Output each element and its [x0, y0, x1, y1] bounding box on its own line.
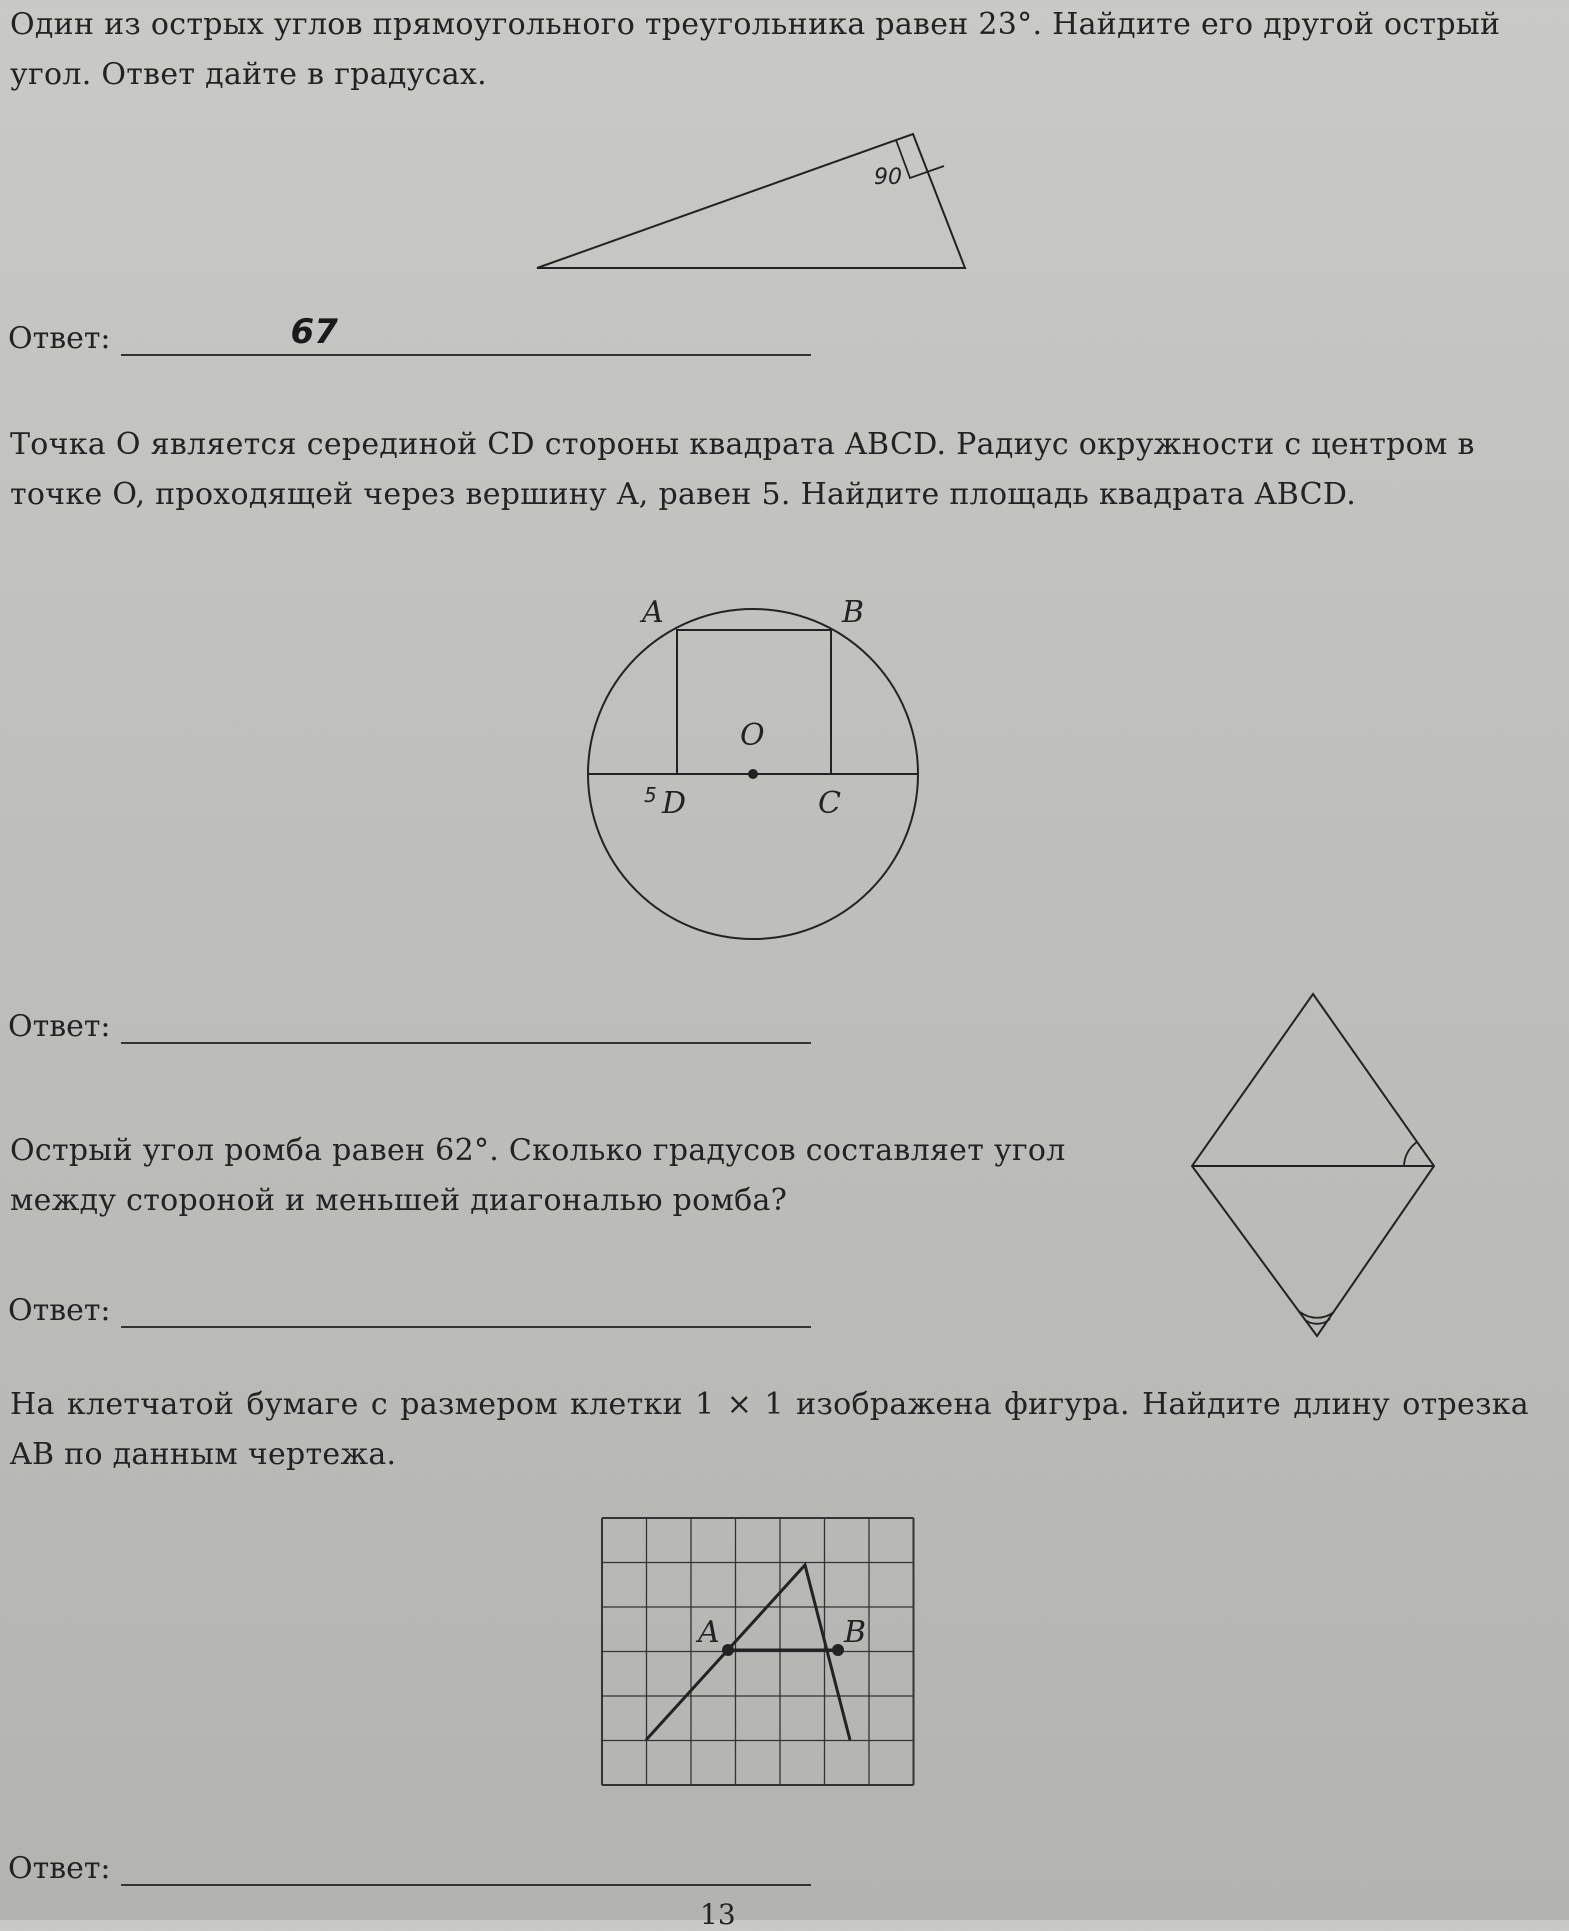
answer-row-1 — [8, 312, 811, 356]
answer-field-1[interactable] — [121, 312, 811, 356]
grid-figure — [600, 1515, 920, 1790]
label-a: A — [642, 595, 664, 630]
answer-label-1: Ответ: — [8, 321, 111, 356]
angle-arc-right — [1404, 1142, 1417, 1166]
label-d: D — [662, 786, 687, 821]
answer-row-2 — [8, 1006, 811, 1044]
answer-label-2: Ответ: — [8, 1009, 111, 1044]
handwritten-answer-1: 67 — [290, 312, 338, 352]
problem-2-text: Точка O является серединой CD стороны квадрата ABCD. Радиус окружности с центром в точке O, проходящей через вершину A, равен 5. Найдите площадь квадрата ABCD. — [10, 427, 1475, 512]
problem-3-text: Острый угол ромба равен 62°. Сколько градусов составляет угол между стороной и меньшей диагональю ромба? — [10, 1133, 1066, 1218]
problem-4-text: На клетчатой бумаге с размером клетки 1 × 1 изображена фигура. Найдите длину отрезка AB по данным чертежа. — [10, 1387, 1529, 1472]
label-c: C — [818, 786, 841, 821]
answer-label-4: Ответ: — [8, 1851, 111, 1886]
angle-arc-bottom-1 — [1300, 1312, 1334, 1318]
label-o: O — [740, 718, 765, 753]
page-number: 13 — [700, 1898, 736, 1931]
right-triangle-figure — [530, 130, 970, 280]
label-b: B — [842, 595, 865, 630]
answer-field-4[interactable] — [121, 1848, 811, 1886]
handwritten-90-note: 90 — [874, 165, 902, 190]
handwritten-5-note: 5 — [644, 783, 657, 807]
grid-label-a: A — [698, 1615, 720, 1650]
answer-label-3: Ответ: — [8, 1293, 111, 1328]
problem-1-text: Один из острых углов прямоугольного треугольника равен 23°. Найдите его другой острый угол. Ответ дайте в градусах. — [10, 7, 1501, 92]
answer-field-2[interactable] — [121, 1006, 811, 1044]
answer-row-4 — [8, 1848, 811, 1886]
answer-row-3 — [8, 1290, 811, 1328]
grid-label-b: B — [844, 1615, 867, 1650]
answer-field-3[interactable] — [121, 1290, 811, 1328]
circle-square-figure — [580, 590, 930, 950]
rhombus-figure — [1190, 990, 1440, 1340]
